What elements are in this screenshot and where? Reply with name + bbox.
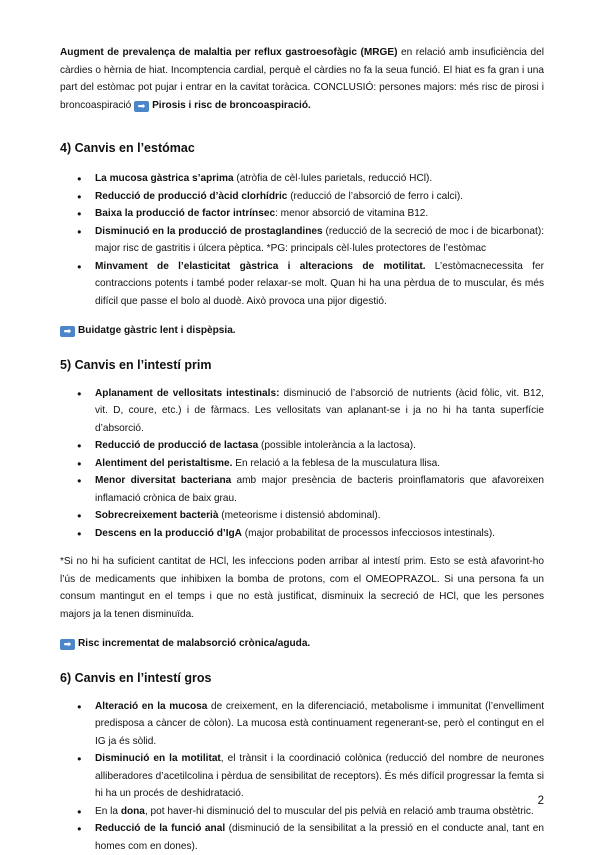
item-bold: Reducció de la funció anal — [95, 823, 225, 834]
document-page — [60, 44, 544, 855]
list-item — [60, 820, 544, 855]
item-text: : menor absorció de vitamina B12. — [275, 208, 428, 219]
list-item — [60, 525, 544, 543]
section5-title: 5) Canvis en l’intestí prim — [60, 356, 544, 374]
item-text: (atròfia de cèl·lules parietals, reducció HCl). — [234, 173, 433, 184]
item-bold: Reducció de producció de lactasa — [95, 440, 258, 451]
right-arrow-icon: ➡ — [134, 101, 149, 112]
list-item — [60, 385, 544, 438]
item-text: de creixement, en la diferenciació, metabolisme i immunitat (l’envelliment predisposa a càncer de còlon). La mucosa està continuament regenerant-se, però el contingut en el IG ja és sòlid. — [95, 701, 544, 747]
item-text: disminució de l’absorció de nutrients (àcid fòlic, vit. B12, vit. D, coure, etc.) i de fàrmacs. Les vellositats van aplanant-se i ja no hi ha tanta superfície d’absorció. — [95, 388, 544, 434]
item-text: (major probabilitat de processos infecciosos intestinals). — [242, 528, 495, 539]
item-bold: Minvament de l’elasticitat gàstrica i alteracions de motilitat. — [95, 261, 426, 272]
item-bold: Disminució en la motilitat — [95, 753, 221, 764]
list-item — [60, 803, 544, 821]
section5-note: *Si no hi ha suficient cantitat de HCl, les infeccions poden arribar al intestí prim. Esto se està afavorint-ho l’ús de medicaments que inhibixen la bomba de protons, com el OMEOPRAZOL. Si una persona fa un consum mantingut en el temps i que no està justificat, disminuix la secreció de HCl, que les persones majors ja la tenen disminuïda. — [60, 553, 544, 623]
item-text: (possible intolerància a la lactosa). — [258, 440, 416, 451]
item-bold: Reducció de producció d’àcid clorhídric — [95, 191, 287, 202]
list-item — [60, 258, 544, 311]
section4-title: 4) Canvis en l’estómac — [60, 139, 544, 157]
right-arrow-icon: ➡ — [60, 639, 75, 650]
conclusion-text: Buidatge gàstric lent i dispèpsia. — [78, 325, 236, 336]
list-item — [60, 437, 544, 455]
item-bold: Alteració en la mucosa — [95, 701, 207, 712]
section4-conclusion — [60, 322, 544, 340]
item-text: , pot haver-hi disminució del to muscular del pis pelvià en relació amb trauma obstètric. — [145, 806, 534, 817]
item-bold: La mucosa gàstrica s’aprima — [95, 173, 234, 184]
list-item — [60, 188, 544, 206]
item-bold: Menor diversitat bacteriana — [95, 475, 231, 486]
section6-title: 6) Canvis en l’intestí gros — [60, 669, 544, 687]
list-item — [60, 750, 544, 803]
right-arrow-icon: ➡ — [60, 326, 75, 337]
item-text: (disminució de la sensibilitat a la pressió en el conducte anal, tant en homes com en dones). — [95, 823, 544, 852]
intro-text: en relació amb insuficiència del càrdies o hèrnia de hiat. Incomptencia cardial, perquè el càrdies no fa la seua funció. El hiat es fa gran i una part del estòmac pot pujar i entrar en la cavitat toràcica. CONCLUSIÓ: persones majors: més risc de pirosi i broncoaspiració — [60, 47, 544, 111]
item-bold: Aplanament de vellositats intestinals: — [95, 388, 279, 399]
list-item — [60, 455, 544, 473]
item-text: (reducció de la secreció de moc i de bicarbonat): major risc de gastritis i úlcera pèptica. *PG: principals cèl·lules protectores de l’estòmac — [95, 226, 544, 255]
conclusion-text: Risc incrementat de malabsorció crònica/aguda. — [78, 638, 310, 649]
section5-conclusion — [60, 635, 544, 653]
item-text: (reducció de l’absorció de ferro i calci). — [287, 191, 463, 202]
item-bold: dona — [121, 806, 145, 817]
item-bold: Sobrecreixement bacterià — [95, 510, 218, 521]
item-text: amb major presència de bacteris proinflamatoris que afavoreixen inflamació crònica de baix grau. — [95, 475, 544, 504]
item-text: L’estòmacnecessita fer contraccions potents i també poder relaxar-se molt. Quan hi ha una pèrdua de to muscular, és més difícil que passe el bolo al duodè. Això provoca una pijor digestió. — [95, 261, 544, 307]
list-item — [60, 472, 544, 507]
intro-paragraph — [60, 44, 544, 114]
list-item — [60, 170, 544, 188]
page-number: 2 — [538, 795, 544, 807]
list-item — [60, 223, 544, 258]
section5-list — [60, 385, 544, 543]
intro-conclusion: Pirosis i risc de broncoaspiració. — [152, 100, 311, 111]
item-bold: Disminució en la producció de prostaglandines — [95, 226, 323, 237]
item-bold: Descens en la producció d’IgA — [95, 528, 242, 539]
list-item — [60, 205, 544, 223]
item-pre: En la — [95, 806, 121, 817]
item-text: , el trànsit i la coordinació colònica (reducció del nombre de neurones alliberadores d’acetilcolina i pèrdua de sensibilitat de receptors). És més difícil progressar la femta si hi ha un procés de deshidratació. — [95, 753, 544, 799]
item-bold: Baixa la producció de factor intrínsec — [95, 208, 275, 219]
section6-list — [60, 698, 544, 855]
list-item — [60, 698, 544, 751]
section4-list — [60, 170, 544, 310]
list-item — [60, 507, 544, 525]
item-text: En relació a la feblesa de la musculatura llisa. — [232, 458, 440, 469]
item-bold: Alentiment del peristaltisme. — [95, 458, 232, 469]
intro-bold-lead: Augment de prevalença de malaltia per reflux gastroesofàgic (MRGE) — [60, 47, 398, 58]
item-text: (meteorisme i distensió abdominal). — [218, 510, 380, 521]
